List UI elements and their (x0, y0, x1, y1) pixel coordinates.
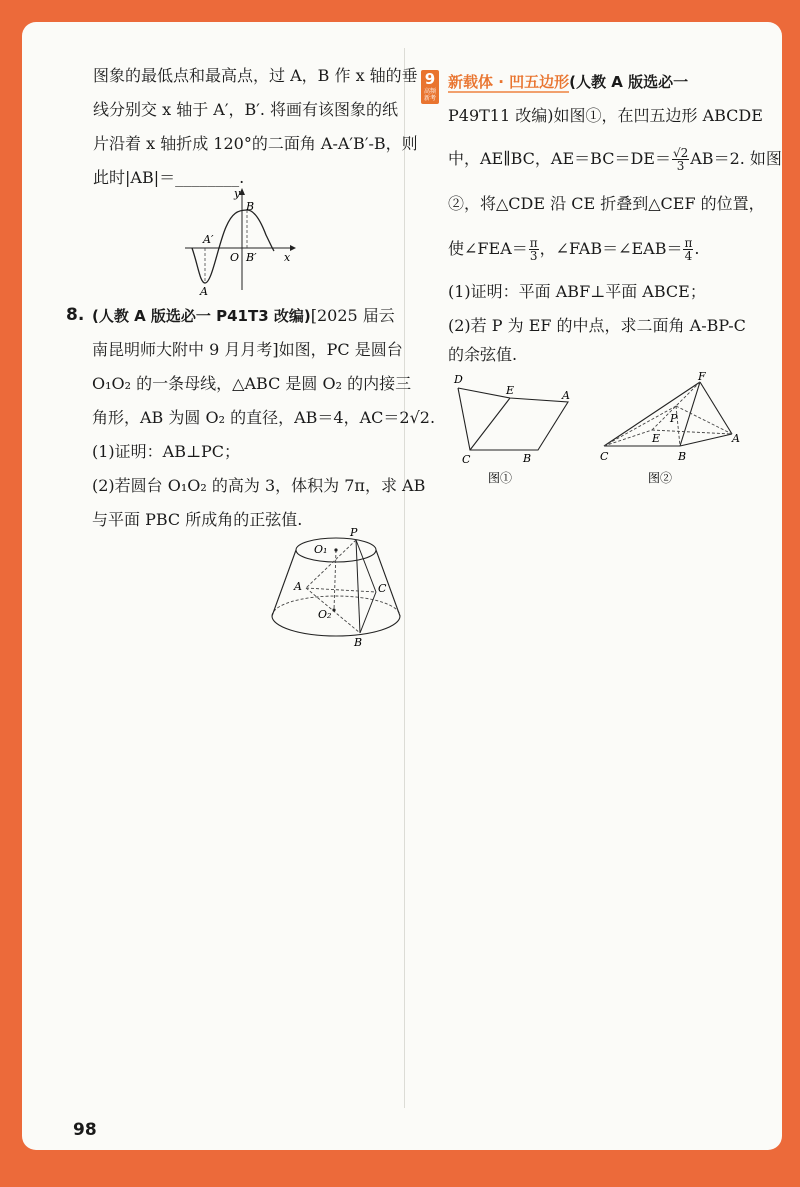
q9-figure-1 (448, 368, 588, 490)
q9-fig1-label-B: B (523, 452, 532, 465)
q9-fig1-label-C: C (462, 453, 471, 466)
q8-part-1: (1)证明：AB⊥PC； (92, 442, 241, 461)
q9-fig1-label-E: E (506, 384, 515, 397)
q9-tag: 新载体 · 凹五边形 (448, 73, 570, 91)
q9-frac-sqrt2-3: $\frac{√2}{3}$ (672, 146, 689, 173)
q9-figure-2 (596, 370, 746, 490)
q8-part-2a: (2)若圆台 O₁O₂ 的高为 3，体积为 7π，求 AB (92, 476, 426, 495)
q9-line-5b: ，∠FAB＝∠EAB＝ (539, 239, 683, 258)
q8-number: 8. (66, 305, 85, 325)
q8-label-P: P (350, 526, 358, 539)
q9-line-3 (448, 147, 782, 172)
q9-part-2b: 的余弦值. (448, 345, 518, 364)
q7-label-y: y (234, 187, 241, 200)
q8-label-C: C (378, 582, 387, 595)
q9-fig2-label-F: F (698, 370, 706, 383)
q8-frustum-figure (262, 522, 412, 652)
q8-line-3: O₁O₂ 的一条母线，△ABC 是圆 O₂ 的内接三 (92, 374, 412, 393)
q9-line-5a: 使∠FEA＝ (448, 239, 528, 258)
q8-source: (人教 A 版选必一 P41T3 改编) (92, 307, 311, 325)
q7-line-4: 此时|AB|＝________. (93, 168, 245, 187)
q9-number: 9 (424, 70, 436, 88)
q8-label-B: B (354, 636, 363, 649)
page-number: 98 (73, 1120, 97, 1140)
q9-line-3a: 中，AE∥BC，AE＝BC＝DE＝ (448, 149, 671, 168)
q9-fig2-label-B: B (678, 450, 687, 463)
q9-fig2-label-C: C (600, 450, 609, 463)
q7-line-1: 图象的最低点和最高点，过 A，B 作 x 轴的垂 (93, 66, 418, 85)
q9-fig2-caption: 图② (648, 471, 673, 485)
q8-line-2: 南昆明师大附中 9 月月考]如图，PC 是圆台 (92, 340, 403, 359)
q9-fig1-label-A: A (562, 389, 570, 402)
q9-line-1 (448, 72, 688, 92)
q8-line-4: 角形，AB 为圆 O₂ 的直径，AB＝4，AC＝2√2. (92, 408, 436, 427)
q9-fig1-label-D: D (454, 373, 463, 386)
q9-source: (人教 A 版选必一 (569, 73, 689, 91)
q9-line-5c: . (694, 239, 700, 258)
q7-label-Aprime: A′ (203, 233, 214, 246)
q8-label-A: A (294, 580, 302, 593)
q7-line-3: 片沿着 x 轴折成 120°的二面角 A-A′B′-B，则 (93, 134, 418, 153)
q8-line-1 (92, 306, 395, 326)
q9-line-5 (448, 237, 699, 262)
q7-label-x: x (284, 251, 291, 264)
q9-fig1-caption: 图① (488, 471, 513, 485)
q9-part-2a: (2)若 P 为 EF 的中点，求二面角 A-BP-C (448, 316, 746, 335)
q9-line-4: ②，将△CDE 沿 CE 折叠到△CEF 的位置， (448, 194, 765, 213)
q8-label-O1: O₁ (314, 543, 328, 556)
q7-label-O: O (230, 251, 240, 264)
q9-frac-pi-3: $\frac{\pi}{3}$ (529, 236, 538, 263)
q7-label-Bprime: B′ (246, 251, 257, 264)
q9-line-2: P49T11 改编)如图①，在凹五边形 ABCDE (448, 106, 763, 125)
q7-sine-figure (180, 185, 300, 300)
q9-line-3b: AB＝2. 如图 (690, 149, 782, 168)
q9-frac-pi-4: $\frac{\pi}{4}$ (684, 236, 693, 263)
q9-fig2-label-P: P (670, 412, 678, 425)
q9-fig2-label-E: E (652, 432, 661, 445)
q7-label-B: B (246, 200, 255, 213)
q8-line-1-tail: [2025 届云 (310, 306, 395, 325)
q9-fig2-label-A: A (732, 432, 740, 445)
q8-part-2b: 与平面 PBC 所成角的正弦值. (92, 510, 303, 529)
q7-line-2: 线分别交 x 轴于 A′，B′. 将画有该图象的纸 (93, 100, 399, 119)
q9-number-badge (421, 70, 439, 104)
q9-badge-sub: 高频 新考 (423, 88, 436, 102)
q9-part-1: (1)证明：平面 ABF⊥平面 ABCE； (448, 282, 706, 301)
q8-label-O2: O₂ (318, 608, 332, 621)
q7-label-A: A (200, 285, 208, 298)
